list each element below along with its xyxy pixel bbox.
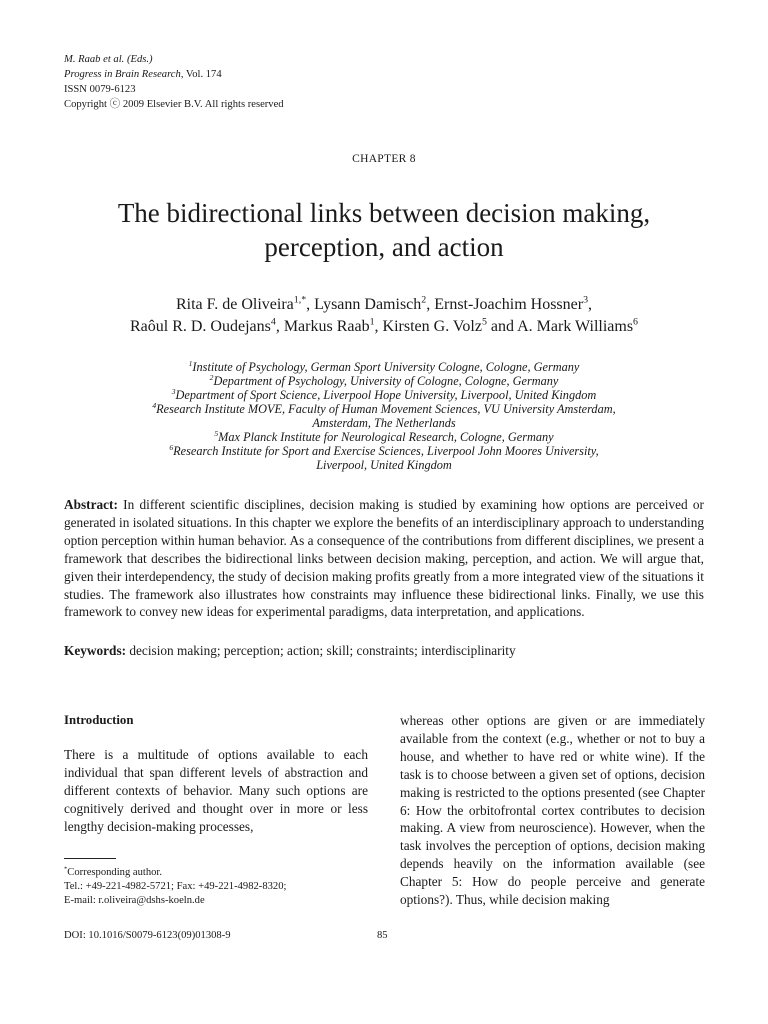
- editors-line: M. Raab et al. (Eds.): [64, 54, 153, 65]
- affiliation-text: Institute of Psychology, German Sport University Cologne, Cologne, Germany: [192, 360, 580, 374]
- affiliation-text: Amsterdam, The Netherlands: [312, 416, 456, 430]
- affiliation-mark: 5: [214, 428, 219, 438]
- author-name: Raôul R. D. Oudejans: [129, 318, 271, 335]
- affiliation: [60, 388, 708, 402]
- affiliation-text: Department of Sport Science, Liverpool Hope University, Liverpool, United Kingdom: [175, 388, 597, 402]
- author-name: , Ernst-Joachim Hossner: [426, 296, 584, 313]
- keywords-label: Keywords:: [64, 643, 127, 658]
- affiliation-text: Department of Psychology, University of Cologne, Cologne, Germany: [213, 374, 559, 388]
- author-line-2: [40, 316, 728, 338]
- author-affil-mark: 2: [421, 294, 427, 306]
- affiliation: [60, 430, 708, 444]
- body-paragraph: whereas other options are given or are immediately available from the context (e.g., whether or not to buy a house, and whether to have red or white wine). If the task is to choose between a given set of options, decision making is restricted to the options presented (see Chapter 6: How the orbitofrontal cortex contributes to decision making. A view from neuroscience). However, when the task involves the perception of options, decision making depends heavily on the information available (see Chapter 5: How do people perceive and generate options?). Thus, while decision making: [400, 713, 706, 908]
- author-affil-mark: 5: [481, 316, 487, 328]
- footnote-text: Corresponding author.: [67, 867, 163, 878]
- abstract: [64, 496, 704, 621]
- affiliation: [60, 360, 708, 374]
- affiliation-mark: 6: [169, 442, 174, 452]
- title-line-2: perception, and action: [264, 232, 504, 262]
- affiliation-mark: 4: [152, 400, 157, 410]
- left-column: [64, 712, 368, 835]
- body-paragraph: There is a multitude of options available to each individual that span different levels of abstraction and different contexts of behavior. Many such options are cognitively derived and thought over in more or less lengthy decision-making processes,: [64, 746, 368, 834]
- affiliation-mark: 2: [209, 372, 214, 382]
- journal-header: [64, 52, 284, 112]
- keywords-text: decision making; perception; action; skill; constraints; interdisciplinarity: [126, 643, 516, 658]
- author-name: , Markus Raab: [275, 318, 370, 335]
- issn-line: ISSN 0079-6123: [64, 84, 136, 95]
- author-list: [40, 294, 728, 338]
- volume-text: , Vol. 174: [180, 69, 222, 80]
- affiliation: [60, 416, 708, 430]
- chapter-label: CHAPTER 8: [352, 153, 416, 165]
- series-title: Progress in Brain Research: [64, 69, 181, 80]
- author-separator: ,: [588, 296, 593, 313]
- doi: DOI: 10.1016/S0079-6123(09)01308-9: [64, 930, 231, 941]
- footnote: [64, 866, 286, 908]
- abstract-text: In different scientific disciplines, decision making is studied by examining how options are perceived or generated in isolated situations. In this chapter we explore the benefits of an interdisciplinary approach to understanding option perception within human behavior. As a consequence of the contributions from different disciplines, we present a framework that describes the bidirectional links between decision making, perception, and action. We will argue that, given their interdependency, the study of decision making profits greatly from a more integrated view of the situations it studies. The framework also illustrates how constraints may influence these bidirectional links. Finally, we use this framework to convey new ideas for experimental paradigms, data interpretation, and applications.: [64, 497, 704, 620]
- keywords: [64, 642, 704, 660]
- author-name: , Lysann Damisch: [306, 296, 422, 313]
- affiliation-text: Liverpool, United Kingdom: [316, 458, 452, 472]
- affiliation: [60, 374, 708, 388]
- paper-title: [40, 196, 728, 264]
- series-line: [64, 67, 284, 82]
- affiliation-mark: 1: [188, 358, 193, 368]
- affiliation-list: [60, 360, 708, 472]
- copyright-line: Copyright ⓒ 2009 Elsevier B.V. All rights reserved: [64, 99, 284, 110]
- author-affil-mark: 6: [633, 316, 638, 328]
- corresponding-author-line: [64, 866, 286, 880]
- affiliation: [60, 444, 708, 458]
- author-line-1: [40, 294, 728, 316]
- affiliation-text: Research Institute MOVE, Faculty of Human Movement Sciences, VU University Amsterdam,: [156, 402, 616, 416]
- contact-email: E-mail: r.oliveira@dshs-koeln.de: [64, 895, 205, 906]
- affiliation-mark: 3: [171, 386, 176, 396]
- author-affil-mark: 3: [583, 294, 589, 306]
- right-column: [400, 712, 705, 909]
- section-heading: Introduction: [64, 713, 134, 727]
- author-name: , Kirsten G. Volz: [374, 318, 482, 335]
- affiliation-text: Max Planck Institute for Neurological Research, Cologne, Germany: [218, 430, 554, 444]
- author-affil-mark: 1: [369, 316, 375, 328]
- affiliation: [60, 402, 708, 416]
- contact-phone: Tel.: +49-221-4982-5721; Fax: +49-221-4982-8320;: [64, 881, 287, 892]
- page-number: 85: [377, 930, 388, 941]
- author-name: Rita F. de Oliveira: [175, 296, 294, 313]
- author-name: and A. Mark Williams: [486, 318, 634, 335]
- affiliation-text: Research Institute for Sport and Exercise Sciences, Liverpool John Moores University,: [173, 444, 599, 458]
- author-affil-mark: 4: [270, 316, 276, 328]
- title-line-1: The bidirectional links between decision making,: [117, 198, 651, 228]
- footnote-rule: [64, 858, 116, 859]
- affiliation: [60, 458, 708, 472]
- footnote-mark: *: [64, 865, 68, 873]
- abstract-label: Abstract:: [64, 497, 118, 512]
- author-affil-mark: 1,*: [293, 294, 307, 306]
